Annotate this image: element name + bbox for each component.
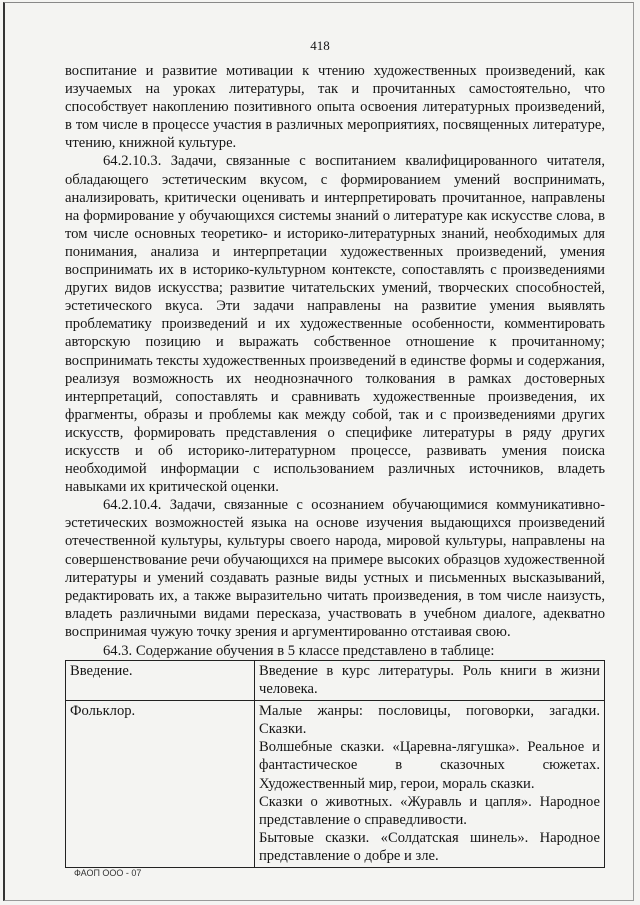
content-line: Сказки о животных. «Журавль и цапля». Народное представление о справедливости. — [259, 793, 600, 828]
table-cell-content — [255, 701, 605, 868]
table-caption: 64.3. Содержание обучения в 5 классе представлено в таблице: — [103, 643, 495, 659]
paragraph-64-2-10-4: 64.2.10.4. Задачи, связанные с осознанием обучающимися коммуникативно-эстетических возможностей языка на основе изучения выдающихся произведений отечественной культуры, культуры своего народа, мировой культуры, направлены на совершенствование речи обучающихся на примере высоких образцов художественной литературы и умений создавать разные виды устных и письменных высказываний, редактировать их, а также выразительно читать произведения, в том числе наизусть, владеть различными видами пересказа, участвовать в учебном диалоге, адекватно воспринимая чужую точку зрения и аргументированно отстаивая свою. — [65, 497, 605, 640]
paragraph-continuation: воспитание и развитие мотивации к чтению художественных произведений, как изучаемых на уроках литературы, так и прочитанных самостоятельно, что способствует накоплению позитивного опыта освоения литературных произведений, в том числе в процессе участия в различных мероприятиях, посвященных литературе, чтению, книжной культуре. — [65, 63, 605, 152]
footer-document-code: ФАОП ООО - 07 — [74, 868, 142, 878]
content-line: Малые жанры: пословицы, поговорки, загадки. Сказки. — [259, 703, 600, 738]
content-line: Волшебные сказки. «Царевна-лягушка». Реальное и фантастическое в сказочных сюжетах. Художественный мир, герои, мораль сказки. — [259, 739, 600, 792]
paragraph-64-2-10-3: 64.2.10.3. Задачи, связанные с воспитанием квалифицированного читателя, обладающего эстетическим вкусом, с формированием умений воспринимать, анализировать, критически оценивать и интерпретировать прочитанное, направлены на формирование у обучающихся системы знаний о литературе как искусстве слова, в том числе основных теоретико- и историко-литературных знаний, необходимых для понимания, анализа и интерпретации художественных произведений, умения воспринимать их в историко-культурном контексте, сопоставлять с произведениями других видов искусства; развитие читательских умений, творческих способностей, эстетического вкуса. Эти задачи направлены на развитие умения выявлять проблематику произведений и их художественные особенности, комментировать авторскую позицию и выражать собственное отношение к прочитанному; воспринимать тексты художественных произведений в единстве формы и содержания, реализуя возможность их неоднозначного толкования в рамках достоверных интерпретаций, сопоставлять и сравнивать художественные произведения, их фрагменты, образы и проблемы как между собой, так и с произведениями других искусств, формировать представления о специфике литературы в ряду других искусств и об историко-литературном процессе, развивать умения поиска необходимой информации с использованием различных источников, владеть навыками их критической оценки. — [65, 153, 605, 496]
table-cell-topic: Введение. — [66, 661, 255, 701]
table-row — [66, 661, 605, 701]
page-number: 418 — [310, 38, 330, 53]
table-cell-content — [255, 661, 605, 701]
curriculum-table — [65, 660, 605, 868]
document-body — [65, 62, 605, 868]
table-cell-topic: Фольклор. — [66, 701, 255, 868]
table-row — [66, 701, 605, 868]
content-line: Бытовые сказки. «Солдатская шинель». Народное представление о добре и зле. — [259, 829, 600, 864]
content-line: Введение в курс литературы. Роль книги в жизни человека. — [259, 663, 600, 698]
